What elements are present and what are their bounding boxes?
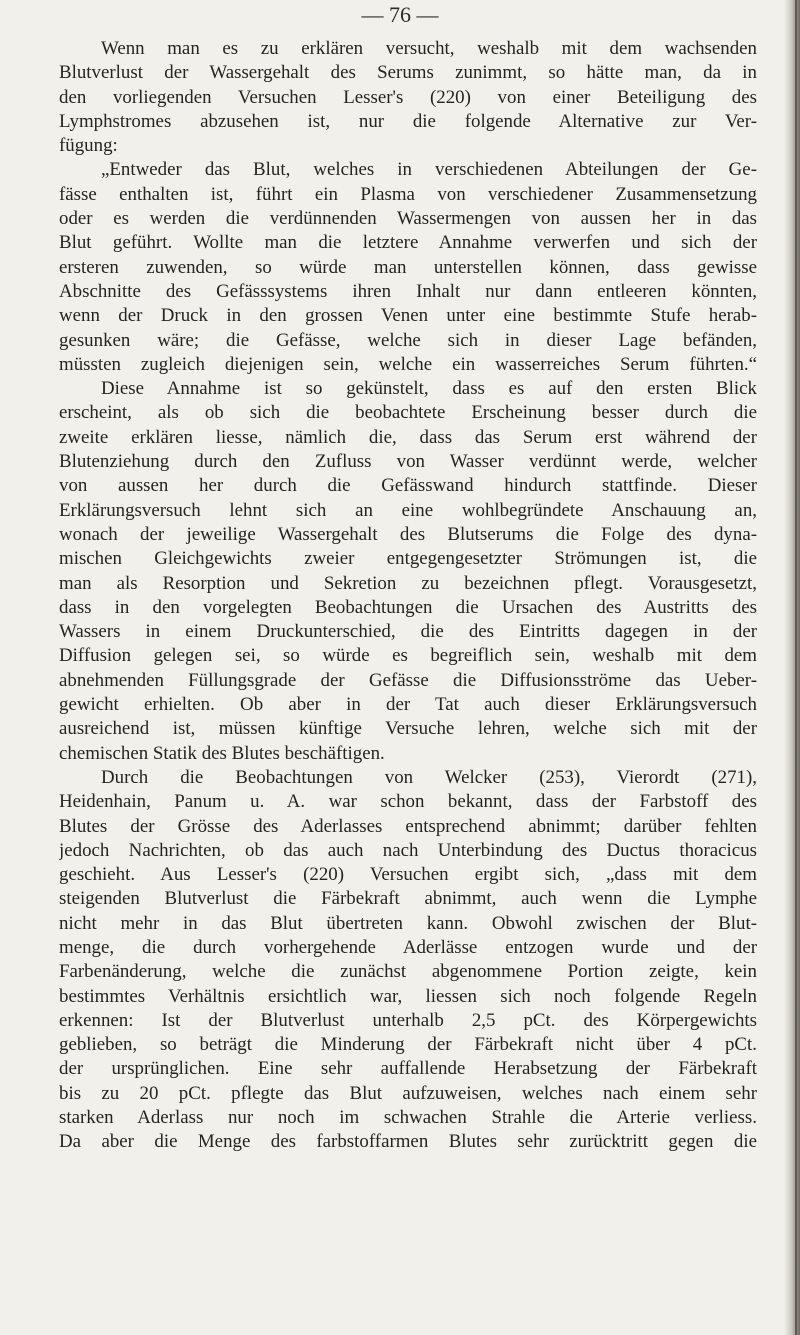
text-line: Durch die Beobachtungen von Welcker (253), Vierordt (271), — [101, 766, 757, 788]
text-line: fügung: — [59, 135, 118, 157]
text-line: „Entweder das Blut, welches in verschiedenen Abteilungen der Ge- — [101, 159, 757, 181]
text-line: Abschnitte des Gefässsystems ihren Inhalt nur dann entleeren könnten, — [59, 280, 757, 302]
text-line: der ursprünglichen. Eine sehr auffallende Herabsetzung der Färbekraft — [59, 1058, 757, 1080]
text-line: oder es werden die verdünnenden Wassermengen von aussen her in das — [59, 208, 757, 230]
text-line: abnehmenden Füllungsgrade der Gefässe die Diffusionsströme das Ueber- — [59, 669, 757, 691]
text-line: Diese Annahme ist so gekünstelt, dass es auf den ersten Blick — [101, 378, 757, 400]
text-line: Diffusion gelegen sei, so würde es begreiflich sein, weshalb mit dem — [59, 645, 757, 667]
text-line: jedoch Nachrichten, ob das auch nach Unterbindung des Ductus thoracicus — [59, 839, 757, 861]
text-line: chemischen Statik des Blutes beschäftigen. — [59, 742, 385, 764]
text-line: wenn der Druck in den grossen Venen unter eine bestimmte Stufe herab- — [59, 305, 757, 327]
text-line: mischen Gleichgewichts zweier entgegengesetzter Strömungen ist, die — [59, 548, 757, 570]
text-line: ausreichend ist, müssen künftige Versuche lehren, welche sich mit der — [59, 718, 757, 740]
text-line: Da aber die Menge des farbstoffarmen Blutes sehr zurücktritt gegen die — [59, 1131, 757, 1153]
text-line: Blutes der Grösse des Aderlasses entsprechend abnimmt; darüber fehlten — [59, 815, 757, 837]
text-line: ersteren zuwenden, so würde man unterstellen können, dass gewisse — [59, 256, 757, 278]
text-line: Farbenänderung, welche die zunächst abgenommene Portion zeigte, kein — [59, 961, 757, 983]
text-line: Blutenziehung durch den Zufluss von Wasser verdünnt werde, welcher — [59, 451, 757, 473]
text-line: menge, die durch vorhergehende Aderlässe entzogen wurde und der — [59, 936, 757, 958]
text-line: gewicht erhielten. Ob aber in der Tat auch dieser Erklärungsversuch — [59, 694, 757, 716]
text-line: Wenn man es zu erklären versucht, weshalb mit dem wachsenden — [101, 38, 757, 59]
text-line: dass in den vorgelegten Beobachtungen die Ursachen des Austritts des — [59, 596, 757, 618]
text-line: geblieben, so beträgt die Minderung der Färbekraft nicht über 4 pCt. — [59, 1034, 757, 1056]
text-line: Lymphstromes abzusehen ist, nur die folgende Alternative zur Ver- — [59, 110, 757, 132]
page-edge-shadow — [784, 0, 800, 1335]
text-line: Blutverlust der Wassergehalt des Serums zunimmt, so hätte man, da in — [59, 62, 757, 84]
text-line: den vorliegenden Versuchen Lesser's (220) von einer Beteiligung des — [59, 86, 757, 108]
text-line: bestimmtes Verhältnis ersichtlich war, liessen sich noch folgende Regeln — [59, 985, 757, 1007]
text-line: fässe enthalten ist, führt ein Plasma von verschiedener Zusammensetzung — [59, 183, 757, 205]
text-line: zweite erklären liesse, nämlich die, dass das Serum erst während der — [59, 426, 757, 448]
text-line: nicht mehr in das Blut übertreten kann. Obwohl zwischen der Blut- — [59, 912, 757, 934]
text-line: steigenden Blutverlust die Färbekraft abnimmt, auch wenn die Lymphe — [59, 888, 757, 910]
page-number: — 76 — — [361, 2, 439, 27]
text-line: Blut geführt. Wollte man die letztere Annahme verwerfen und sich der — [59, 232, 757, 254]
text-line: man als Resorption und Sekretion zu bezeichnen pflegt. Vorausgesetzt, — [59, 572, 757, 594]
text-line: erscheint, als ob sich die beobachtete Erscheinung besser durch die — [59, 402, 757, 424]
text-line: Wassers in einem Druckunterschied, die des Eintritts dagegen in der — [59, 621, 757, 643]
text-line: müssten zugleich diejenigen sein, welche ein wasserreiches Serum führten.“ — [59, 353, 757, 375]
text-line: gesunken wäre; die Gefässe, welche sich in dieser Lage befänden, — [59, 329, 757, 351]
page-edge-line — [795, 0, 797, 1335]
text-line: geschieht. Aus Lesser's (220) Versuchen ergibt sich, „dass mit dem — [59, 864, 757, 886]
text-line: von aussen her durch die Gefässwand hindurch stattfinde. Dieser — [59, 475, 757, 497]
text-line: Erklärungsversuch lehnt sich an eine wohlbegründete Anschauung an, — [59, 499, 757, 521]
body-text — [59, 37, 757, 1155]
text-line: erkennen: Ist der Blutverlust unterhalb 2,5 pCt. des Körpergewichts — [59, 1009, 757, 1031]
text-line: wonach der jeweilige Wassergehalt des Blutserums die Folge des dyna- — [59, 523, 757, 545]
text-line: starken Aderlass nur noch im schwachen Strahle die Arterie verliess. — [59, 1107, 757, 1129]
text-line: bis zu 20 pCt. pflegte das Blut aufzuweisen, welches nach einem sehr — [59, 1082, 757, 1104]
text-line: Heidenhain, Panum u. A. war schon bekannt, dass der Farbstoff des — [59, 791, 757, 813]
